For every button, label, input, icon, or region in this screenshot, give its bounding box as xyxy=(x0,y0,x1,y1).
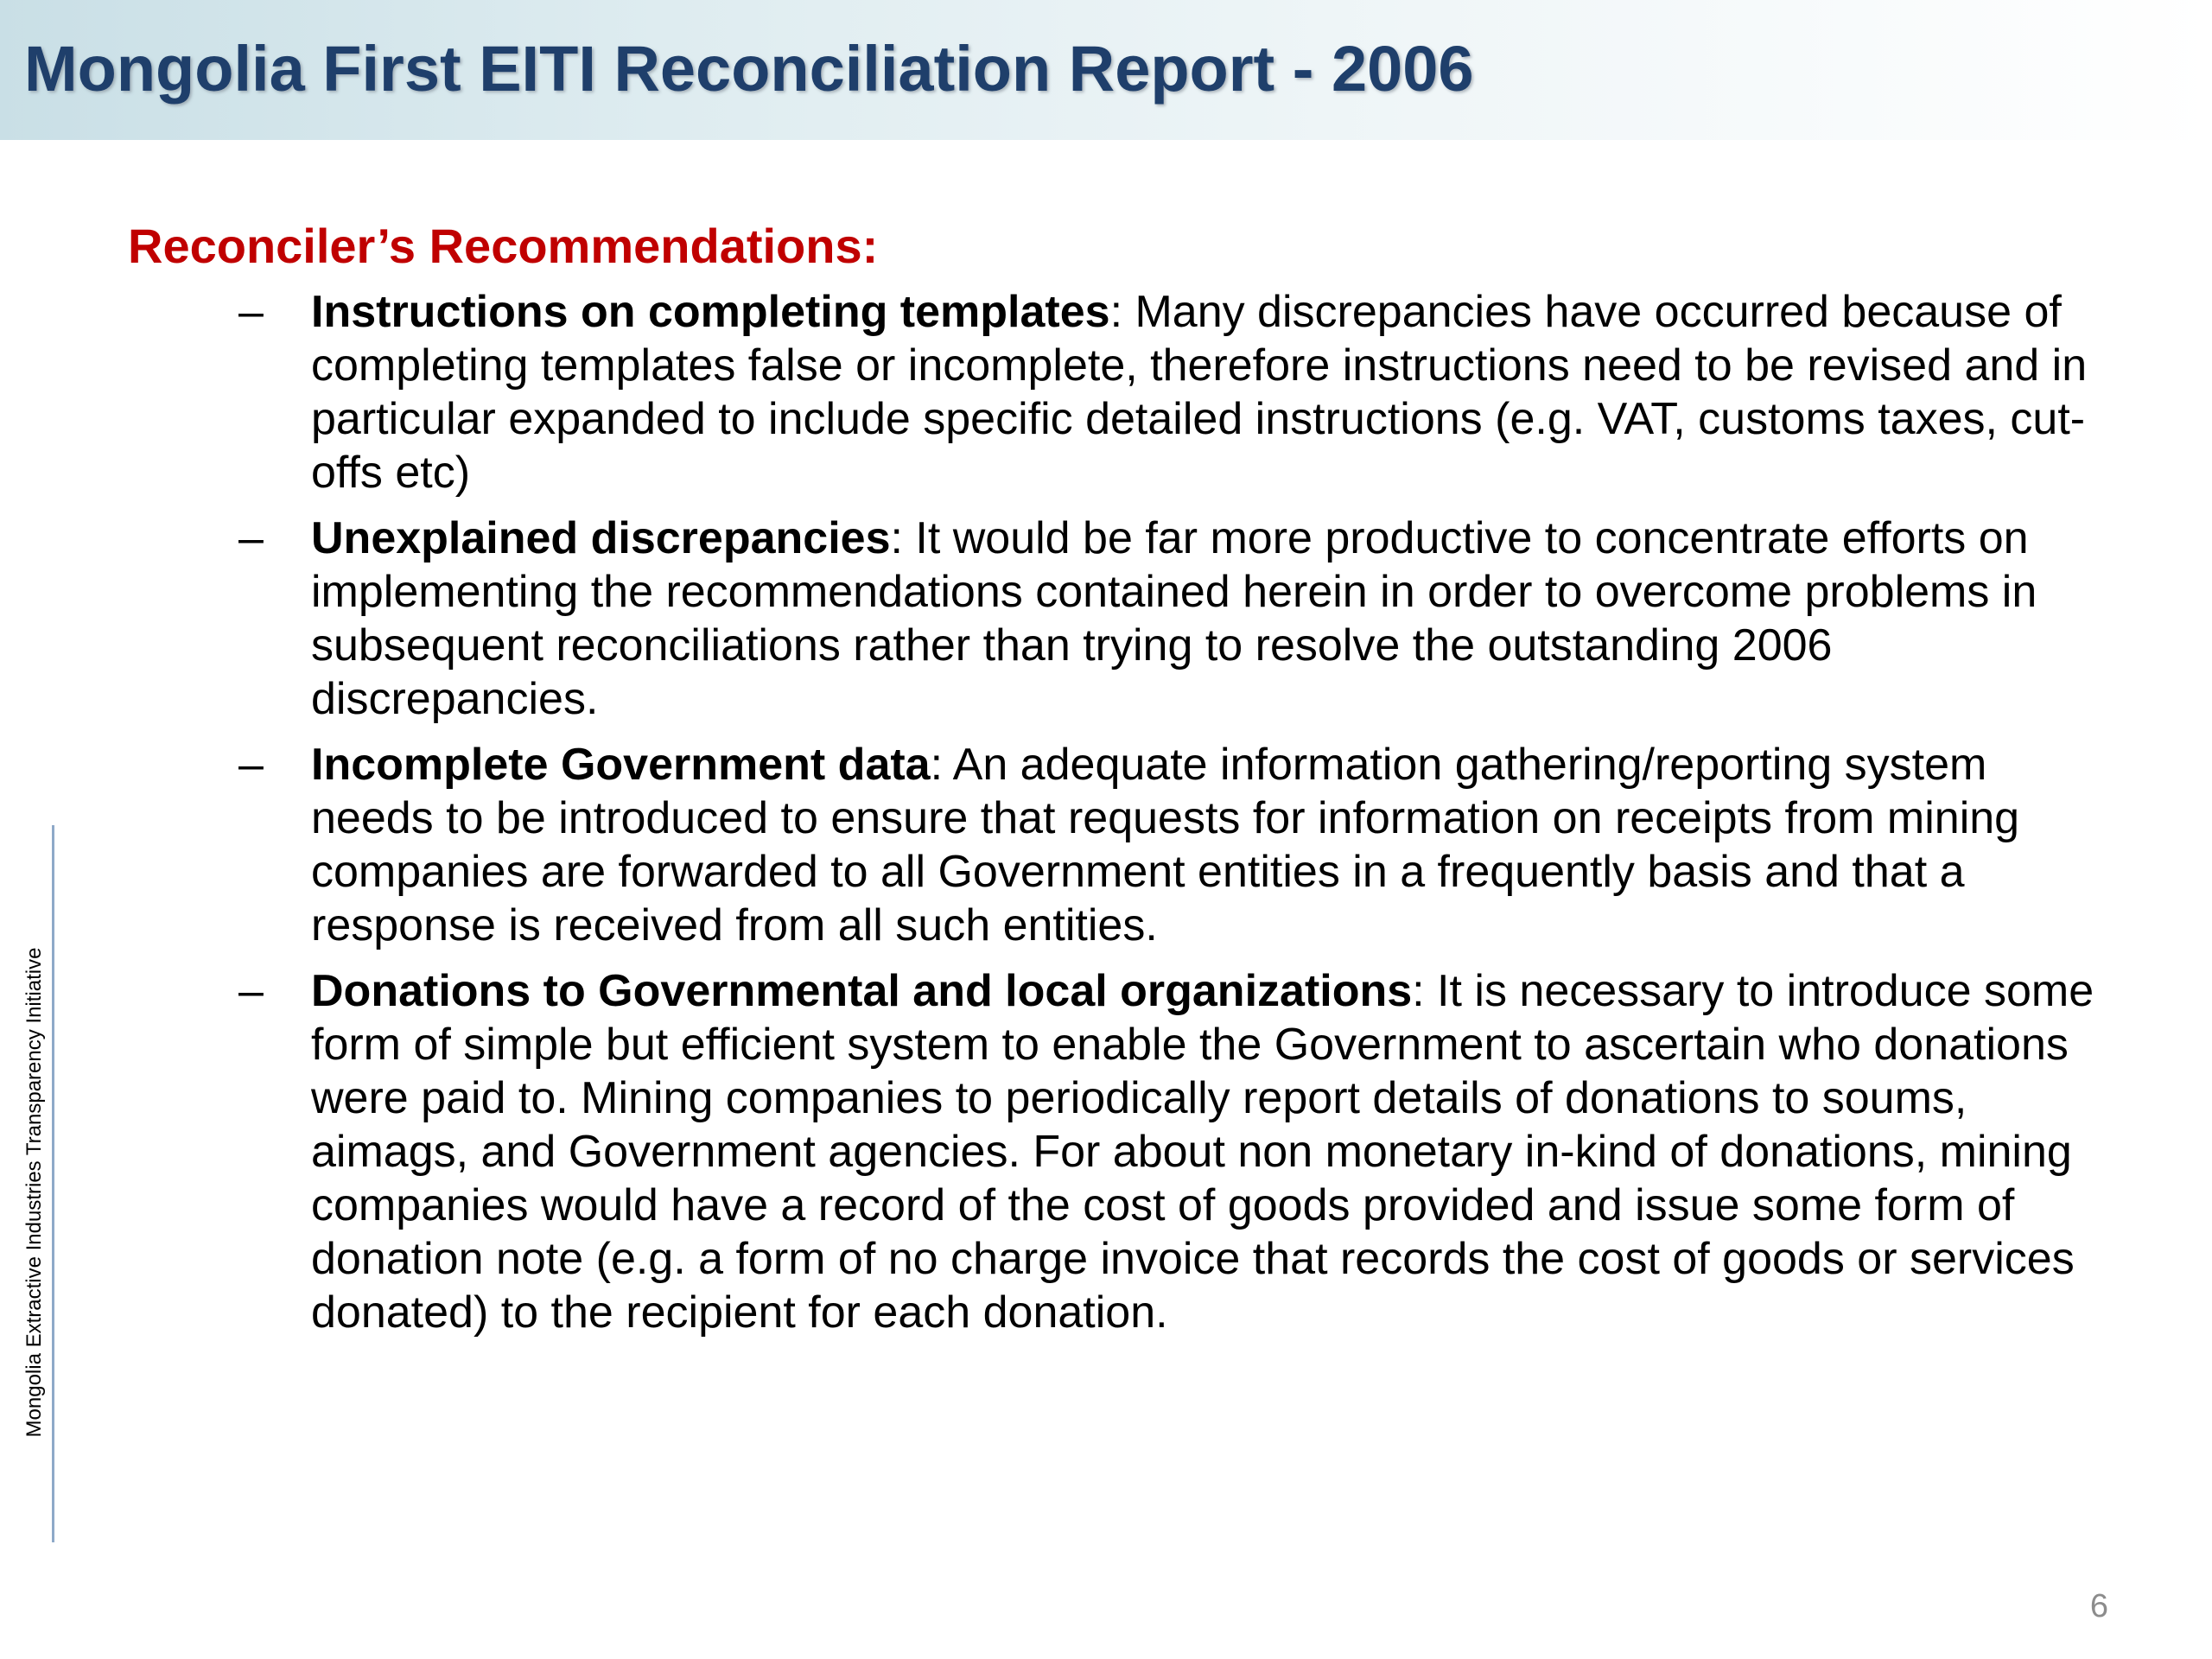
list-item xyxy=(233,285,2113,499)
slide-title: Mongolia First EITI Reconciliation Report - 2006 xyxy=(24,33,1474,105)
recommendation-heading: Incomplete Government data xyxy=(311,740,931,790)
page-number: 6 xyxy=(2089,1588,2108,1624)
recommendation-text: : Many discrepancies have occurred because of completing templates false or incomplete, therefore instructions need to be revised and in particular expanded to include specific detailed instructions (e.g. VAT, customs taxes, cut-offs etc) xyxy=(311,287,2088,498)
title-band xyxy=(0,0,2212,140)
dash-bullet: – xyxy=(238,287,264,337)
recommendation-heading: Unexplained discrepancies xyxy=(311,513,891,563)
sidebar-divider xyxy=(52,825,54,1542)
dash-bullet: – xyxy=(238,740,264,790)
recommendation-heading: Instructions on completing templates xyxy=(311,287,1110,337)
recommendations-list xyxy=(233,285,2113,1351)
dash-bullet: – xyxy=(238,966,264,1016)
list-item xyxy=(233,512,2113,726)
dash-bullet: – xyxy=(238,513,264,563)
list-item xyxy=(233,964,2113,1339)
recommendation-text: : It would be far more productive to concentrate efforts on implementing the recommendations contained herein in order to overcome problems in subsequent reconciliations rather than trying to resolve the outstanding 2006 discrepancies. xyxy=(311,513,2037,724)
sidebar-organization-label: Mongolia Extractive Industries Transparency Initiative xyxy=(22,947,46,1438)
list-item xyxy=(233,738,2113,952)
recommendation-heading: Donations to Governmental and local organizations xyxy=(311,966,1413,1016)
recommendation-text: : It is necessary to introduce some form of simple but efficient system to enable the Government to ascertain who donations were paid to. Mining companies to periodically report details of donations to soums, aimags, and Government agencies. For about non monetary in-kind of donations, mining companies would have a record of the cost of goods provided and issue some form of donation note (e.g. a form of no charge invoice that records the cost of goods or services donated) to the recipient for each donation. xyxy=(311,966,2094,1338)
recommendation-text: : An adequate information gathering/reporting system needs to be introduced to ensure that requests for information on receipts from mining companies are forwarded to all Government entities in a frequently basis and that a response is received from all such entities. xyxy=(311,740,2020,950)
recommendations-subtitle: Reconciler’s Recommendations: xyxy=(128,219,879,273)
